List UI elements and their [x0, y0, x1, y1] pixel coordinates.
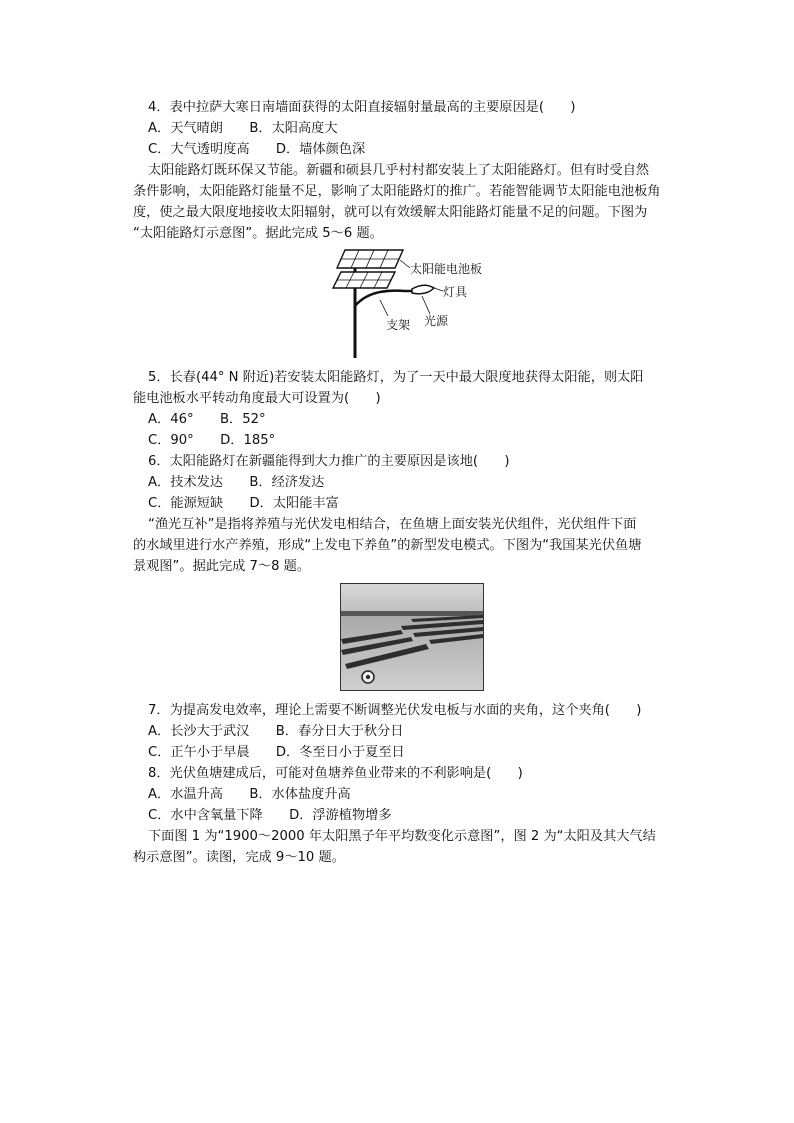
q7-options-cd: C．正午小于早晨 D．冬至日小于夏至日	[148, 745, 405, 760]
q7-stem: 7．为提高发电效率，理论上需要不断调整光伏发电板与水面的夹角，这个夹角( )	[148, 703, 642, 718]
q6-stem: 6．太阳能路灯在新疆能得到大力推广的主要原因是该地( )	[148, 454, 510, 469]
passage2-line1: “渔光互补”是指将养殖与光伏发电相结合，在鱼塘上面安装光伏组件，光伏组件下面	[148, 517, 637, 532]
solar-panel-upper	[337, 250, 403, 268]
q4-stem: 4．表中拉萨大寒日南墙面获得的太阳直接辐射量最高的主要原因是( )	[148, 100, 576, 115]
q4-options-cd: C．大气透明度高 D．墙体颜色深	[148, 142, 366, 157]
q5-options-cd: C．90° D．185°	[148, 433, 276, 448]
label-light-source: 光源	[424, 314, 449, 328]
q5-options-ab: A．46° B．52°	[148, 412, 266, 427]
q7-options-ab: A．长沙大于武汉 B．春分日大于秋分日	[148, 724, 404, 739]
q6-options-ab: A．技术发达 B．经济发达	[148, 475, 325, 490]
label-lamp: 灯具	[443, 285, 468, 299]
passage2-line3: 景观图”。据此完成 7～8 题。	[133, 559, 311, 574]
q5-stem-line1: 5．长春(44° N 附近)若安装太阳能路灯，为了一天中最大限度地获得太阳能，则太阳	[148, 370, 644, 385]
solar-lamp-figure	[330, 246, 510, 360]
label-solar-panel: 太阳能电池板	[410, 262, 483, 276]
passage3-line2: 构示意图”。读图，完成 9～10 题。	[133, 850, 345, 865]
passage1-line3: 度，使之最大限度地接收太阳辐射，就可以有效缓解太阳能路灯能量不足的问题。下图为	[133, 205, 648, 220]
q6-options-cd: C．能源短缺 D．太阳能丰富	[148, 496, 339, 511]
solar-panel-lower	[333, 272, 395, 288]
passage1-line4: “太阳能路灯示意图”。据此完成 5～6 题。	[133, 226, 383, 241]
passage1-line2: 条件影响，太阳能路灯能量不足，影响了太阳能路灯的推广。若能智能调节太阳能电池板角	[133, 184, 661, 199]
pv-fishpond-photo	[340, 583, 484, 691]
q8-stem: 8．光伏鱼塘建成后，可能对鱼塘养鱼业带来的不利影响是( )	[148, 766, 523, 781]
lamp-head	[412, 285, 434, 294]
passage3-line1: 下面图 1 为“1900～2000 年太阳黑子年平均数变化示意图”，图 2 为“太阳及其大气结	[148, 829, 656, 844]
passage1-line1: 太阳能路灯既环保又节能。新疆和硕县几乎村村都安装上了太阳能路灯。但有时受自然	[148, 163, 650, 178]
label-pole: 支架	[386, 318, 411, 332]
q8-options-ab: A．水温升高 B．水体盐度升高	[148, 787, 351, 802]
pv-fishpond-drawing	[341, 584, 483, 690]
passage2-line2: 的水域里进行水产养殖，形成“上发电下养鱼”的新型发电模式。下图为“我国某光伏鱼塘	[133, 538, 642, 553]
q5-stem-line2: 能电池板水平转动角度最大可设置为( )	[133, 391, 381, 406]
q8-options-cd: C．水中含氧量下降 D．浮游植物增多	[148, 808, 392, 823]
q4-options-ab: A．天气晴朗 B．太阳高度大	[148, 121, 338, 136]
